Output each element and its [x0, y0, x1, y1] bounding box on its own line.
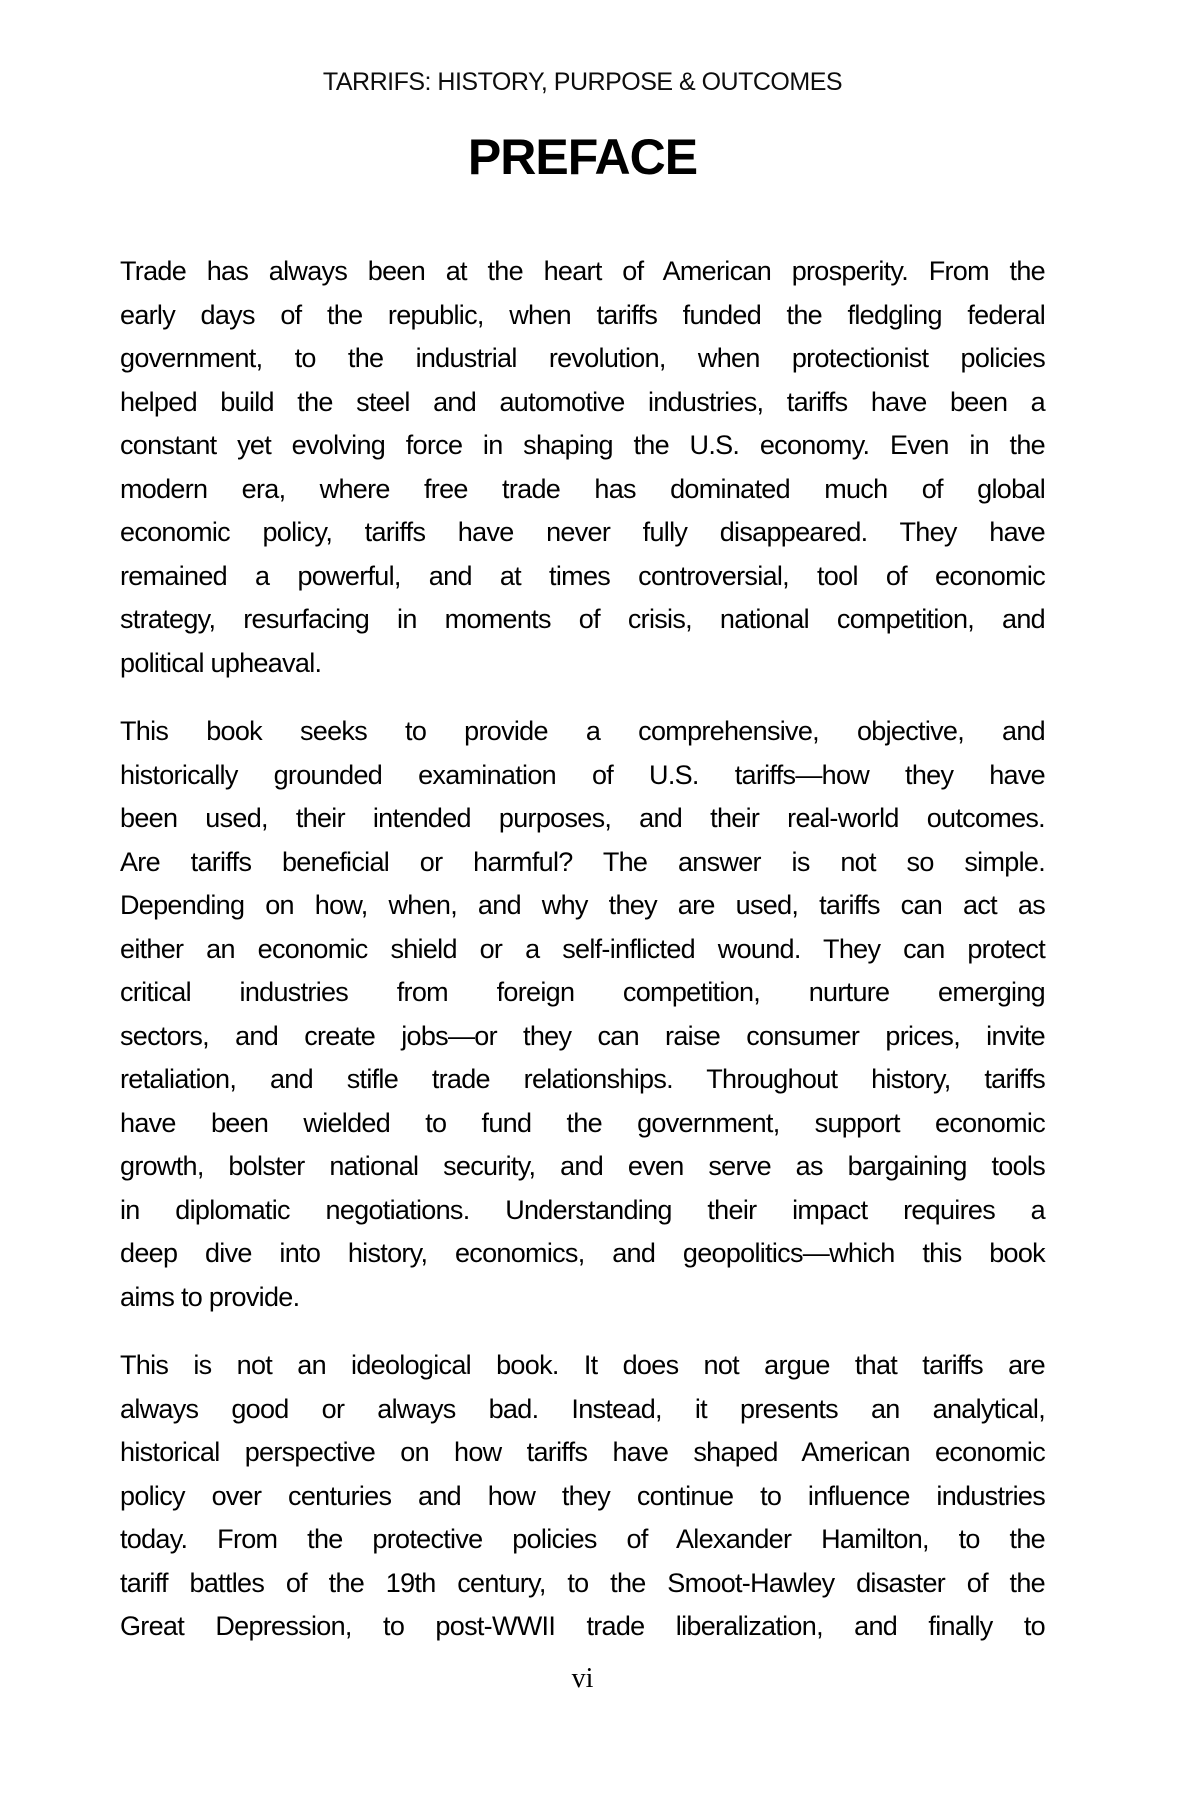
text-line: This is not an ideological book. It does not argue that tariffs are	[120, 1350, 1045, 1380]
text-line: economic policy, tariffs have never fully disappeared. They have	[120, 517, 1045, 547]
text-line: today. From the protective policies of Alexander Hamilton, to the	[120, 1524, 1045, 1554]
text-line: in diplomatic negotiations. Understanding their impact requires a	[120, 1194, 1045, 1225]
text-line: deep dive into history, economics, and geopolitics—which this book	[120, 1238, 1045, 1268]
text-line: This book seeks to provide a comprehensive, objective, and	[120, 716, 1045, 746]
text-line: policy over centuries and how they continue to influence industries	[120, 1480, 1045, 1511]
text-line: political upheaval.	[120, 647, 322, 678]
text-line: Are tariffs beneficial or harmful? The answer is not so simple.	[120, 846, 1045, 877]
text-line: aims to provide.	[120, 1281, 300, 1312]
text-line: government, to the industrial revolution, when protectionist policies	[120, 343, 1045, 373]
paragraph	[120, 1344, 1045, 1649]
text-line: historical perspective on how tariffs have shaped American economic	[120, 1437, 1045, 1467]
chapter-heading: PREFACE	[467, 129, 698, 185]
text-line: tariff battles of the 19th century, to the Smoot-Hawley disaster of the	[120, 1567, 1045, 1598]
text-line: helped build the steel and automotive industries, tariffs have been a	[120, 386, 1045, 417]
preface-body	[120, 250, 1045, 1674]
text-line: historically grounded examination of U.S. tariffs—how they have	[120, 759, 1045, 790]
text-line: sectors, and create jobs—or they can raise consumer prices, invite	[120, 1020, 1045, 1051]
text-line: Great Depression, to post-WWII trade liberalization, and finally to	[120, 1611, 1045, 1641]
text-line: either an economic shield or a self-inflicted wound. They can protect	[120, 933, 1045, 964]
text-line: constant yet evolving force in shaping the U.S. economy. Even in the	[120, 430, 1045, 460]
text-line: always good or always bad. Instead, it presents an analytical,	[120, 1393, 1045, 1424]
text-line: retaliation, and stifle trade relationships. Throughout history, tariffs	[120, 1064, 1045, 1094]
text-line: been used, their intended purposes, and their real-world outcomes.	[120, 803, 1045, 833]
text-line: critical industries from foreign competition, nurture emerging	[120, 977, 1045, 1007]
text-line: have been wielded to fund the government, support economic	[120, 1107, 1045, 1138]
text-line: Trade has always been at the heart of American prosperity. From the	[120, 256, 1045, 286]
text-line: strategy, resurfacing in moments of crisis, national competition, and	[120, 604, 1045, 634]
text-line: growth, bolster national security, and even serve as bargaining tools	[120, 1151, 1045, 1181]
text-line: early days of the republic, when tariffs funded the fledgling federal	[120, 299, 1045, 330]
text-line: Depending on how, when, and why they are used, tariffs can act as	[120, 890, 1045, 920]
paragraph	[120, 710, 1045, 1319]
paragraph	[120, 250, 1045, 685]
text-line: remained a powerful, and at times controversial, tool of economic	[120, 560, 1045, 591]
page-number: vi	[571, 1663, 594, 1694]
text-line: modern era, where free trade has dominated much of global	[120, 473, 1045, 504]
running-header: TARRIFS: HISTORY, PURPOSE & OUTCOMES	[322, 68, 843, 96]
